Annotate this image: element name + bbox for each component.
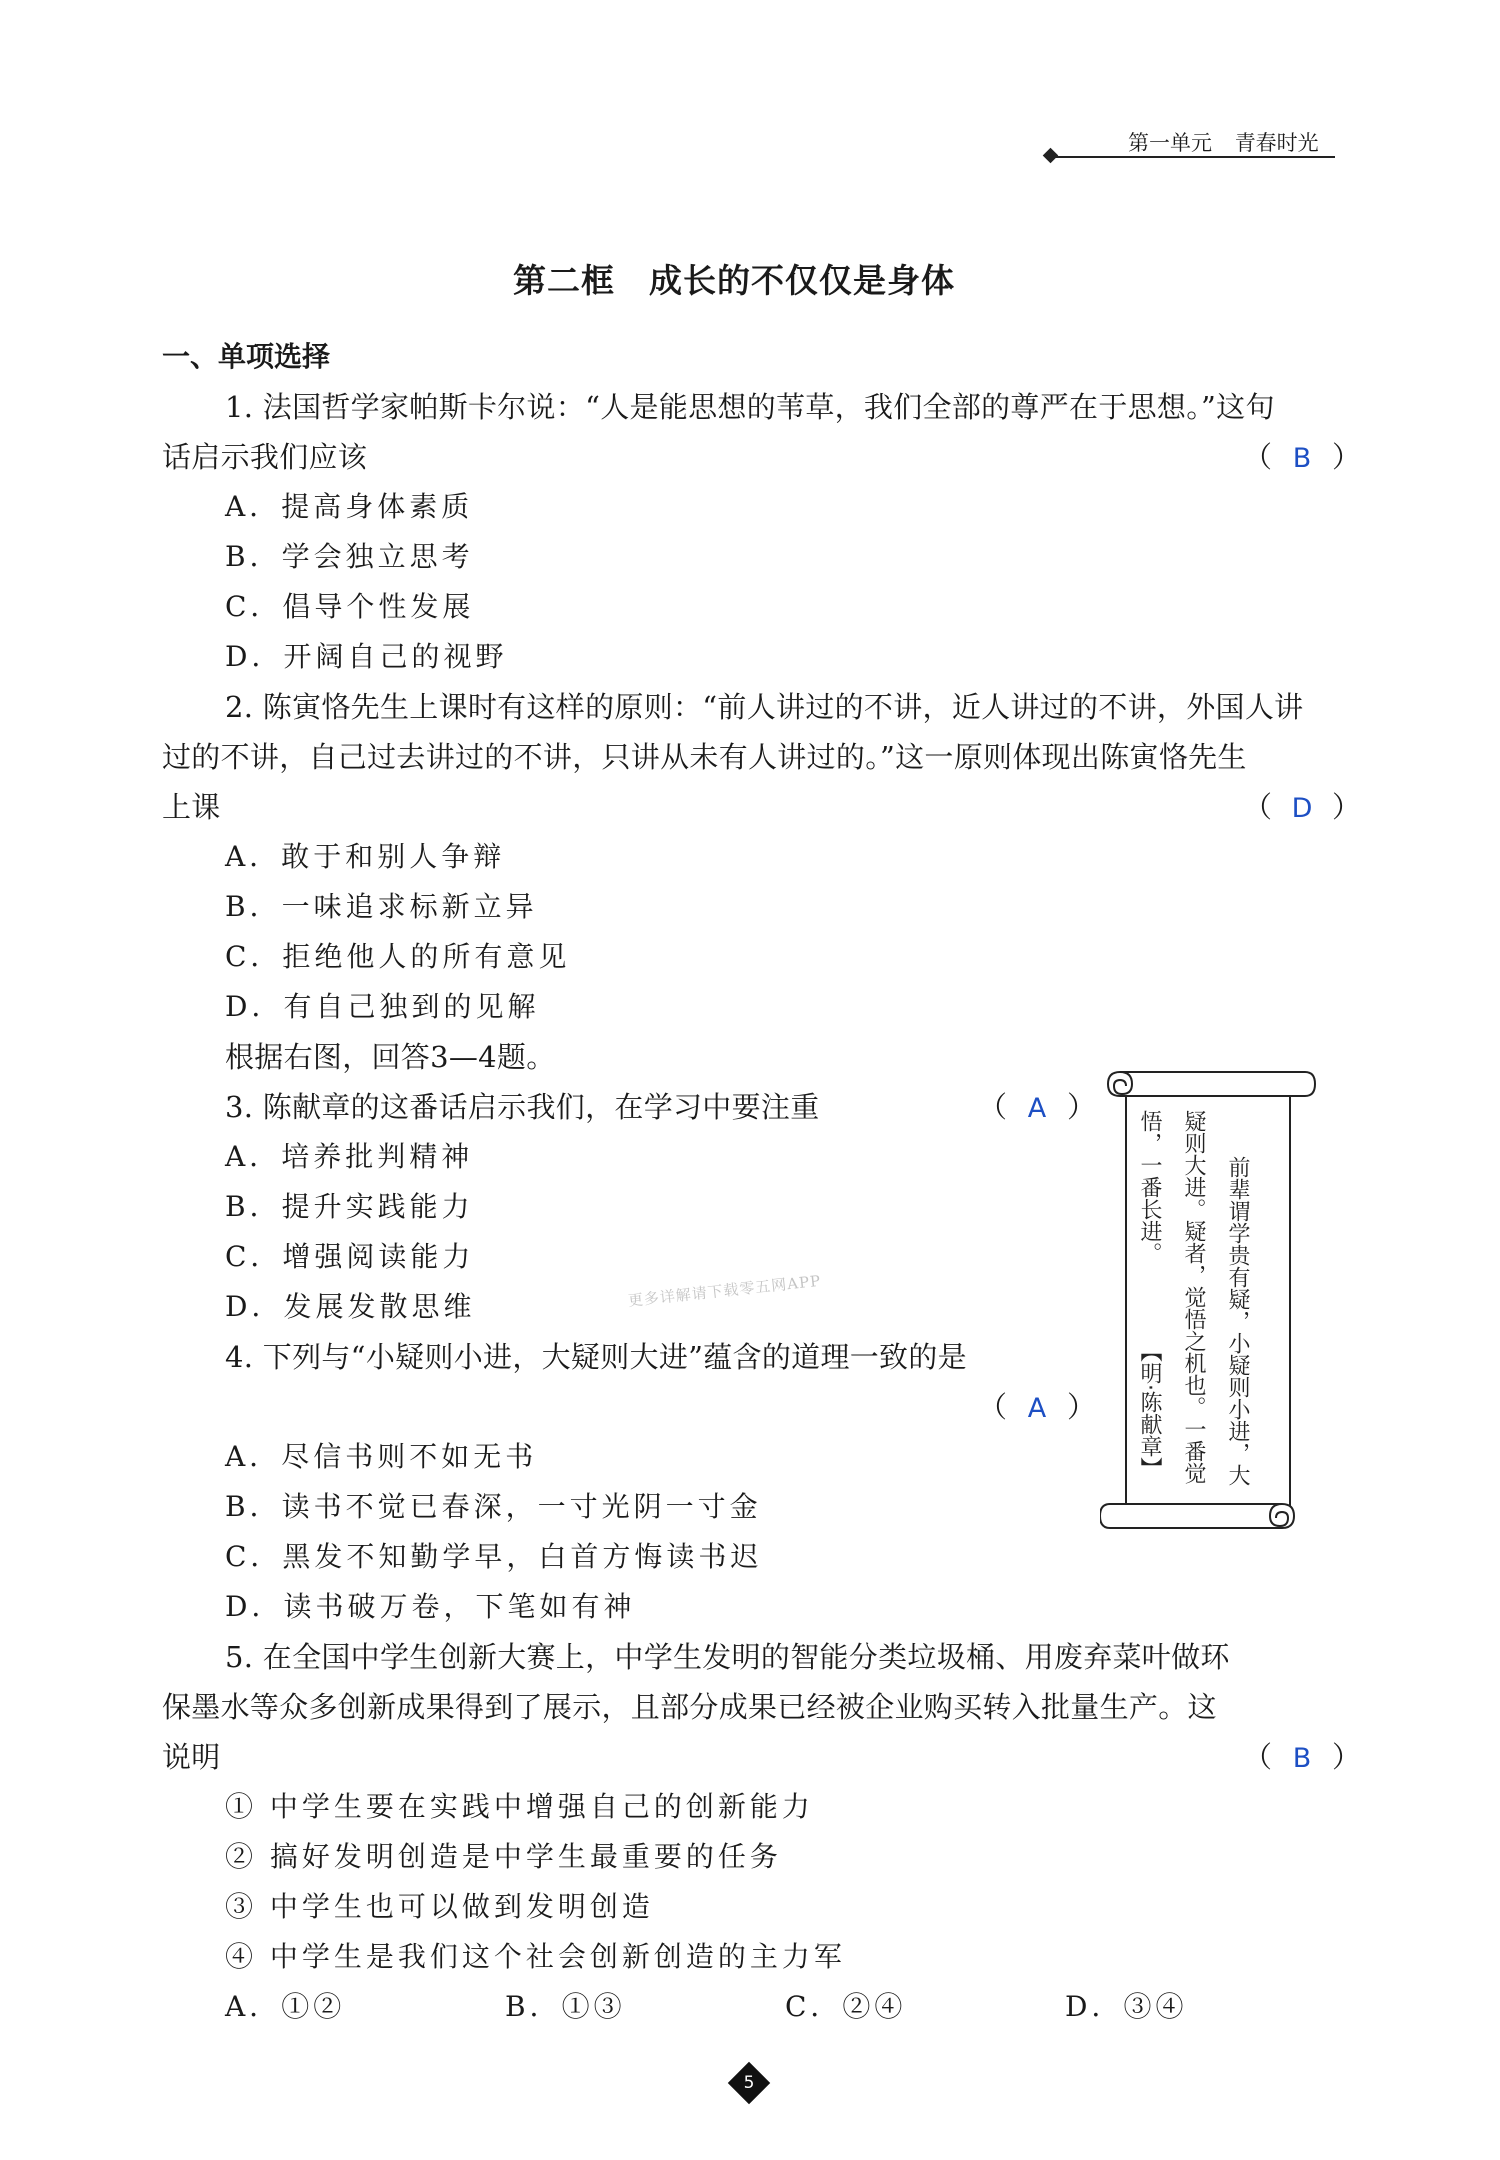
header-diamond-icon [1043, 148, 1059, 164]
q3-option-d: D．发展发散思维 [225, 1290, 476, 1323]
q3-line-1: 3. 陈献章的这番话启示我们，在学习中要注重 [225, 1090, 820, 1124]
q1-option-d: D．开阔自己的视野 [225, 640, 508, 673]
q1-option-c: C．倡导个性发展 [225, 590, 475, 623]
q4-option-d: D．读书破万卷，下笔如有神 [225, 1590, 636, 1623]
q5-statement-1: ① 中学生要在实践中增强自己的创新能力 [225, 1790, 814, 1823]
scroll-text-col-3: 悟，一番长进。 [1137, 1110, 1162, 1264]
q1-answer: （ B ） [1243, 440, 1362, 474]
q3-option-b: B．提升实践能力 [225, 1190, 474, 1223]
section-heading: 一、单项选择 [162, 340, 331, 373]
q2-option-b: B．一味追求标新立异 [225, 890, 538, 923]
q4-option-c: C．黑发不知勤学早，白首方悔读书迟 [225, 1540, 763, 1573]
q3-answer-letter: A [1027, 1093, 1047, 1124]
q1-option-b: B．学会独立思考 [225, 540, 474, 573]
q1-line-2: 话启示我们应该 [162, 440, 368, 474]
scroll-attribution: 【明·陈献章】 [1137, 1340, 1162, 1479]
page-number: 5 [743, 2073, 755, 2093]
q2-line-2: 过的不讲，自己过去讲过的不讲，只讲从未有人讲过的。”这一原则体现出陈寅恪先生 [162, 740, 1247, 774]
unit-label: 第一单元 [1128, 131, 1212, 155]
q5-option-a: A．①② [225, 1990, 346, 2023]
scroll-figure [1100, 1060, 1320, 1540]
q1-line-1: 1. 法国哲学家帕斯卡尔说：“人是能思想的苇草，我们全部的尊严在于思想。”这句 [225, 390, 1275, 424]
scroll-text-col-1: 前辈谓学贵有疑，小疑则小进，大 [1225, 1156, 1250, 1486]
q2-option-a: A．敢于和别人争辩 [225, 840, 506, 873]
q5-option-c: C．②④ [785, 1990, 907, 2023]
q5-option-d: D．③④ [1065, 1990, 1188, 2023]
q4-answer-letter: A [1027, 1393, 1047, 1424]
q3-4-intro: 根据右图，回答3—4题。 [225, 1040, 556, 1074]
unit-header [1128, 127, 1319, 157]
q4-option-b: B．读书不觉已春深，一寸光阴一寸金 [225, 1490, 762, 1523]
q4-option-a: A．尽信书则不如无书 [225, 1440, 538, 1473]
q3-option-c: C．增强阅读能力 [225, 1240, 475, 1273]
q5-statement-2: ② 搞好发明创造是中学生最重要的任务 [225, 1840, 782, 1873]
q1-option-a: A．提高身体素质 [225, 490, 474, 523]
q2-line-3: 上课 [162, 790, 221, 824]
q3-option-a: A．培养批判精神 [225, 1140, 474, 1173]
q5-statement-4: ④ 中学生是我们这个社会创新创造的主力军 [225, 1940, 846, 1973]
q3-answer: （ A ） [978, 1090, 1097, 1124]
q2-option-d: D．有自己独到的见解 [225, 990, 540, 1023]
q5-line-1: 5. 在全国中学生创新大赛上，中学生发明的智能分类垃圾桶、用废弃菜叶做环 [225, 1640, 1230, 1674]
q5-answer-letter: B [1292, 1743, 1312, 1774]
q2-line-1: 2. 陈寅恪先生上课时有这样的原则：“前人讲过的不讲，近人讲过的不讲，外国人讲 [225, 690, 1304, 724]
scroll-text-col-2: 疑则大进。疑者，觉悟之机也。一番觉 [1181, 1110, 1206, 1484]
q2-answer-letter: D [1291, 793, 1313, 824]
q5-line-2: 保墨水等众多创新成果得到了展示，且部分成果已经被企业购买转入批量生产。这 [162, 1690, 1217, 1724]
page-title: 第二框 成长的不仅仅是身体 [513, 261, 955, 300]
q5-option-b: B．①③ [505, 1990, 626, 2023]
unit-title: 青春时光 [1234, 131, 1319, 155]
q4-line-1: 4. 下列与“小疑则小进，大疑则大进”蕴含的道理一致的是 [225, 1340, 967, 1374]
header-rule [1055, 156, 1335, 158]
scroll-frame [1100, 1060, 1320, 1540]
q4-answer: （ A ） [978, 1390, 1097, 1424]
q2-answer: （ D ） [1243, 790, 1362, 824]
q5-answer: （ B ） [1243, 1740, 1362, 1774]
q2-option-c: C．拒绝他人的所有意见 [225, 940, 571, 973]
watermark: 更多详解请下载零五网APP [627, 1271, 822, 1310]
q5-line-3: 说明 [162, 1740, 221, 1774]
q1-answer-letter: B [1292, 443, 1312, 474]
q5-statement-3: ③ 中学生也可以做到发明创造 [225, 1890, 654, 1923]
